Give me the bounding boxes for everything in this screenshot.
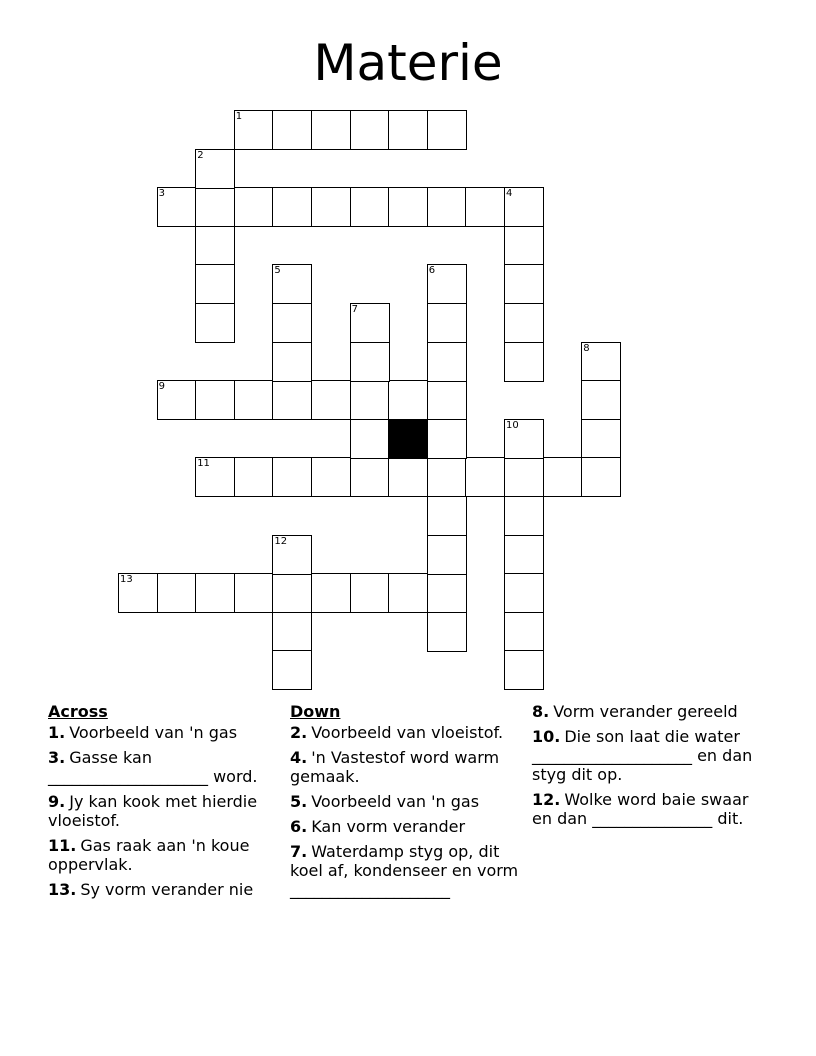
crossword-cell[interactable]: [427, 303, 467, 343]
clue-number: 6: [428, 265, 436, 277]
down-heading: Down: [290, 702, 341, 721]
crossword-cell[interactable]: [504, 303, 544, 343]
clue-number: 13: [120, 574, 133, 586]
crossword-cell[interactable]: [350, 187, 390, 227]
crossword-cell[interactable]: [427, 342, 467, 382]
crossword-cell[interactable]: [195, 457, 235, 497]
puzzle-title: Materie: [313, 34, 503, 92]
crossword-cell[interactable]: [427, 187, 467, 227]
down-clues: [290, 702, 530, 905]
crossword-cell[interactable]: [504, 264, 544, 304]
crossword-cell[interactable]: [388, 110, 428, 150]
crossword-cell[interactable]: [311, 187, 351, 227]
crossword-cell[interactable]: [350, 573, 390, 613]
crossword-cell[interactable]: [272, 342, 312, 382]
clue-down-8: 8. Vorm verander gereeld: [532, 702, 738, 721]
crossword-cell[interactable]: [234, 110, 274, 150]
crossword-cell[interactable]: [272, 457, 312, 497]
crossword-cell[interactable]: [350, 110, 390, 150]
crossword-cell[interactable]: [118, 573, 158, 613]
clue-down-7: 7. Waterdamp styg op, dit koel af, kondenseer en vorm ____________________: [290, 842, 519, 899]
crossword-cell[interactable]: [195, 149, 235, 189]
crossword-cell[interactable]: [272, 612, 312, 652]
crossword-cell[interactable]: [234, 457, 274, 497]
clue-down-5: 5. Voorbeeld van 'n gas: [290, 792, 480, 811]
crossword-cell[interactable]: [504, 612, 544, 652]
clue-number: 3: [158, 188, 165, 200]
crossword-cell[interactable]: [157, 187, 197, 227]
crossword-cell[interactable]: [272, 110, 312, 150]
crossword-cell[interactable]: [272, 573, 312, 613]
clue-number: 5: [274, 265, 281, 277]
crossword-cell[interactable]: [311, 110, 351, 150]
crossword-cell[interactable]: [504, 457, 544, 497]
crossword-cell[interactable]: [311, 457, 351, 497]
crossword-cell[interactable]: [195, 303, 235, 343]
crossword-cell[interactable]: [388, 573, 428, 613]
crossword-cell[interactable]: [465, 457, 505, 497]
crossword-cell[interactable]: [427, 419, 467, 459]
crossword-cell[interactable]: [388, 457, 428, 497]
crossword-cell[interactable]: [543, 457, 583, 497]
crossword-cell[interactable]: [504, 187, 544, 227]
crossword-cell[interactable]: [234, 380, 274, 420]
clue-down-4: 4. 'n Vastestof word warm gemaak.: [290, 748, 500, 786]
crossword-cell[interactable]: [504, 573, 544, 613]
crossword-cell[interactable]: [427, 496, 467, 536]
crossword-cell[interactable]: [427, 380, 467, 420]
across-clues: [48, 702, 288, 905]
crossword-cell[interactable]: [581, 380, 621, 420]
black-square: [388, 419, 428, 459]
crossword-cell[interactable]: [350, 380, 390, 420]
crossword-cell[interactable]: [195, 226, 235, 266]
crossword-cell[interactable]: [427, 457, 467, 497]
crossword-cell[interactable]: [195, 573, 235, 613]
crossword-cell[interactable]: [388, 380, 428, 420]
crossword-cell[interactable]: [350, 342, 390, 382]
crossword-cell[interactable]: [504, 419, 544, 459]
clue-across-1: 1. Voorbeeld van 'n gas: [48, 723, 238, 742]
crossword-cell[interactable]: [427, 264, 467, 304]
crossword-cell[interactable]: [427, 573, 467, 613]
crossword-cell[interactable]: [427, 612, 467, 652]
down-clues-continued: [532, 702, 772, 834]
clue-down-2: 2. Voorbeeld van vloeistof.: [290, 723, 504, 742]
crossword-cell[interactable]: [581, 457, 621, 497]
crossword-cell[interactable]: [504, 535, 544, 575]
crossword-cell[interactable]: [504, 342, 544, 382]
clue-number: 9: [158, 381, 165, 393]
crossword-cell[interactable]: [504, 650, 544, 690]
crossword-cell[interactable]: [311, 573, 351, 613]
crossword-cell[interactable]: [581, 342, 621, 382]
clue-across-11: 11. Gas raak aan 'n koue oppervlak.: [48, 836, 250, 874]
clue-down-10: 10. Die son laat die water ____________________ en dan styg dit op.: [532, 727, 753, 784]
clue-across-9: 9. Jy kan kook met hierdie vloeistof.: [48, 792, 258, 830]
clue-number: 4: [506, 188, 513, 200]
clue-number: 2: [197, 149, 204, 161]
crossword-cell[interactable]: [388, 187, 428, 227]
crossword-cell[interactable]: [350, 419, 390, 459]
clue-number: 11: [197, 458, 210, 470]
crossword-cell[interactable]: [272, 535, 312, 575]
crossword-cell[interactable]: [195, 187, 235, 227]
crossword-cell[interactable]: [311, 380, 351, 420]
clue-across-13: 13. Sy vorm verander nie: [48, 880, 254, 899]
crossword-cell[interactable]: [157, 573, 197, 613]
clue-down-6: 6. Kan vorm verander: [290, 817, 466, 836]
crossword-cell[interactable]: [272, 187, 312, 227]
clue-number: 12: [274, 535, 288, 547]
crossword-cell[interactable]: [350, 303, 390, 343]
crossword-cell[interactable]: [465, 187, 505, 227]
crossword-cell[interactable]: [504, 496, 544, 536]
crossword-cell[interactable]: [504, 226, 544, 266]
across-heading: Across: [48, 702, 108, 721]
crossword-cell[interactable]: [157, 380, 197, 420]
crossword-cell[interactable]: [350, 457, 390, 497]
crossword-cell[interactable]: [272, 264, 312, 304]
crossword-cell[interactable]: [272, 380, 312, 420]
crossword-cell[interactable]: [272, 303, 312, 343]
crossword-cell[interactable]: [272, 650, 312, 690]
clue-number: 7: [351, 304, 358, 315]
clue-number: 10: [506, 419, 519, 431]
clue-across-3: 3. Gasse kan ____________________ word.: [48, 748, 258, 786]
crossword-cell[interactable]: [581, 419, 621, 459]
clue-down-12: 12. Wolke word baie swaar en dan _______________ dit.: [532, 790, 749, 828]
clue-number: 1: [235, 111, 243, 122]
crossword-cell[interactable]: [427, 110, 467, 150]
crossword-cell[interactable]: [234, 187, 274, 227]
crossword-cell[interactable]: [234, 573, 274, 613]
crossword-cell[interactable]: [195, 264, 235, 304]
clue-number: 8: [583, 342, 590, 354]
crossword-cell[interactable]: [195, 380, 235, 420]
crossword-cell[interactable]: [427, 535, 467, 575]
